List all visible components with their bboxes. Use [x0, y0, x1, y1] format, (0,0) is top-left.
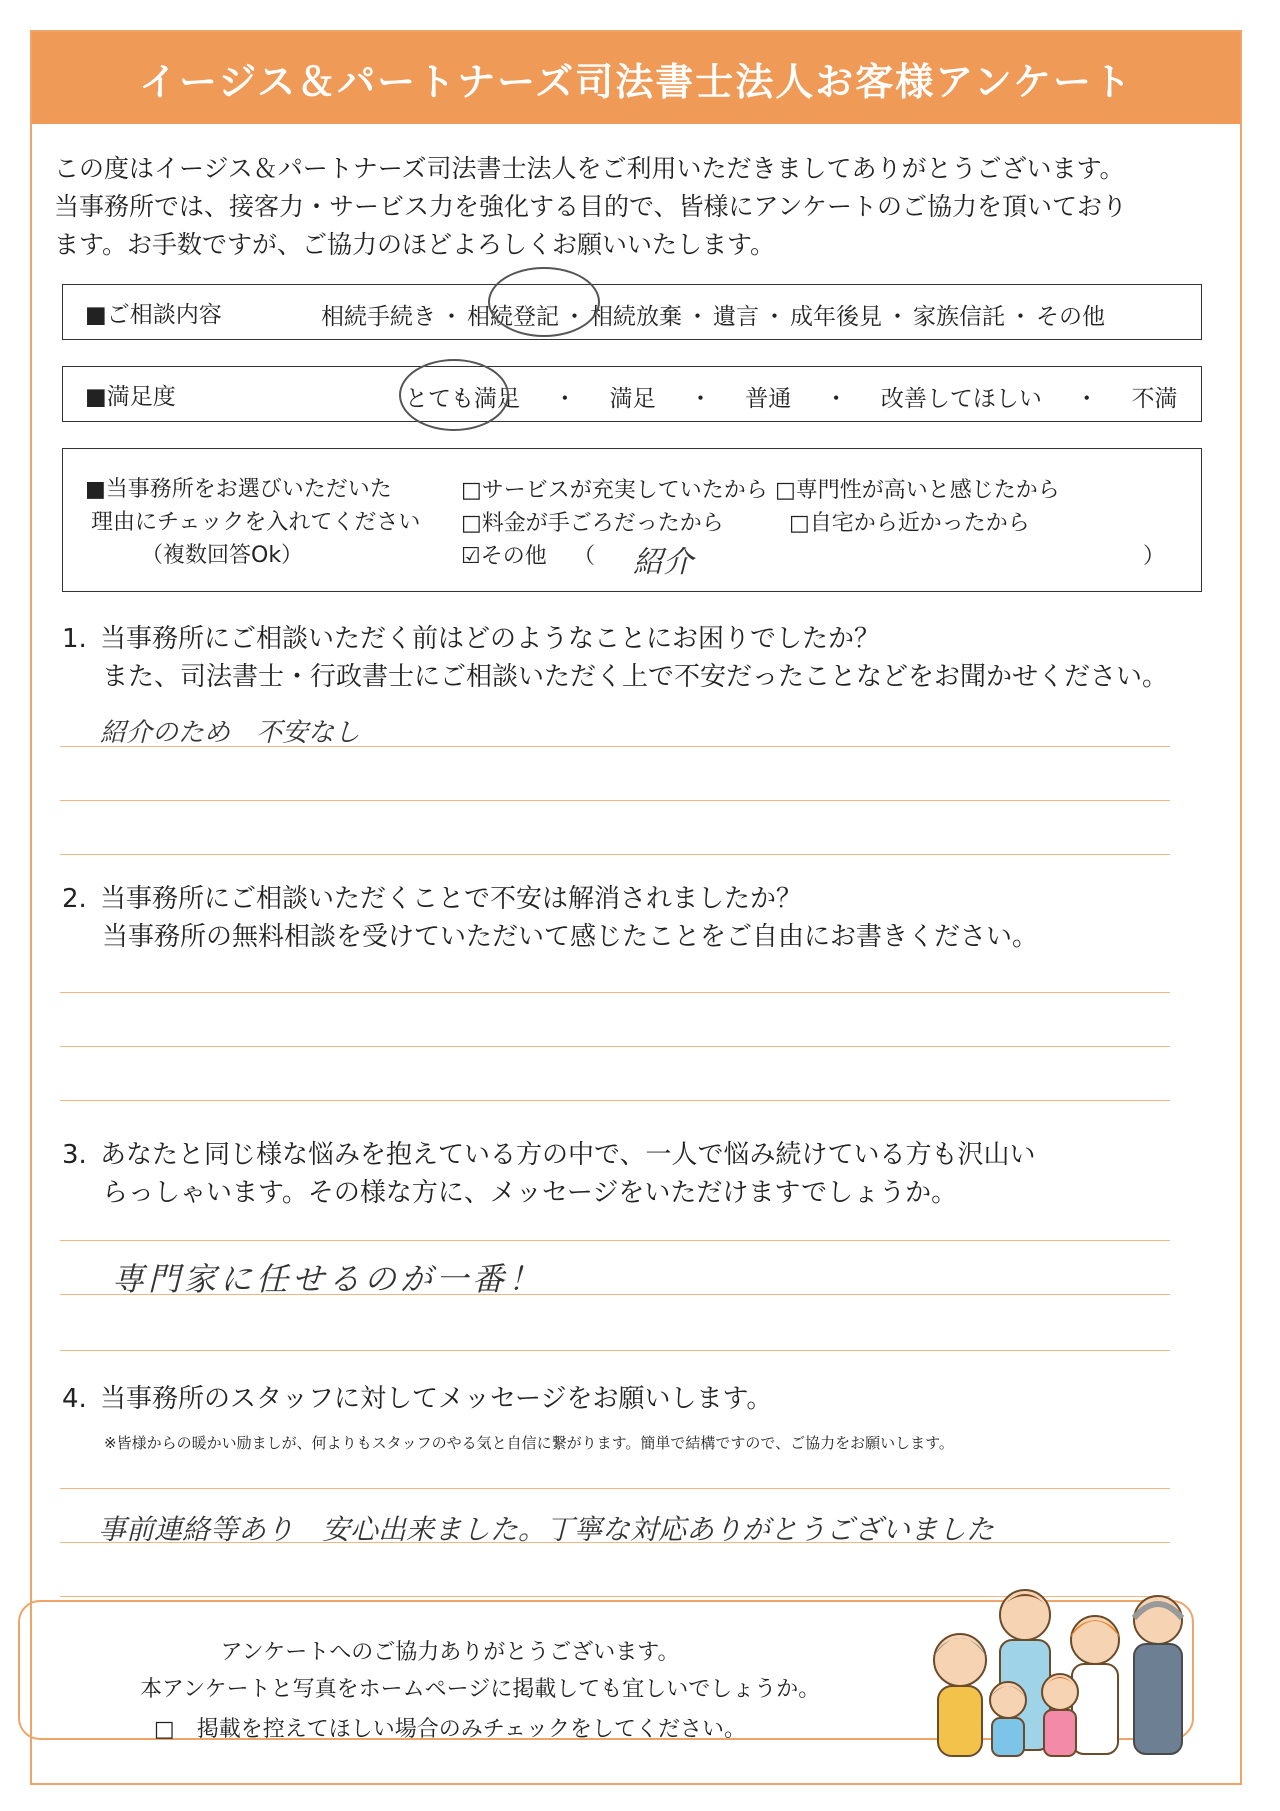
separator: ・ [1009, 304, 1032, 330]
answer-line [60, 1294, 1170, 1295]
question-number: 1. [62, 624, 87, 654]
answer-line [60, 1240, 1170, 1241]
question-text: 当事務所にご相談いただく前はどのようなことにお困りでしたか？ [100, 624, 881, 654]
selection-circle-mark [488, 267, 600, 337]
satisfaction-options [403, 380, 1180, 413]
question-subtext: らっしゃいます。その様な方に、メッセージをいただけますでしょうか。 [102, 1178, 958, 1208]
answer-line [60, 1488, 1170, 1489]
option-dissatisfied[interactable]: 不満 [1131, 386, 1178, 412]
family-illustration [900, 1560, 1200, 1760]
checkbox-near-home[interactable]: □自宅から近かったから [789, 511, 1030, 536]
answer-4-handwriting: 事前連絡等あり 安心出来ました。丁寧な対応ありがとうございました [98, 1513, 995, 1546]
person-figure [1134, 1596, 1182, 1754]
option-normal[interactable]: 普通 [745, 386, 792, 412]
answer-line [60, 746, 1170, 747]
answer-line [60, 1100, 1170, 1101]
answer-line [60, 992, 1170, 993]
separator: ・ [886, 304, 909, 330]
intro-line: 当事務所では、接客力・サービス力を強化する目的で、皆様にアンケートのご協力を頂いており [54, 192, 1128, 221]
person-figure [990, 1682, 1026, 1756]
question-text: 当事務所にご相談いただくことで不安は解消されましたか？ [100, 884, 803, 914]
separator: ・ [824, 386, 848, 412]
consult-box [62, 284, 1202, 340]
option-will[interactable]: 遺言 [713, 304, 759, 330]
separator: ・ [686, 304, 709, 330]
question-subtext: また、司法書士・行政書士にご相談いただく上で不安だったことなどをお聞かせください。 [102, 662, 1169, 692]
answer-line [60, 854, 1170, 855]
option-renunciation[interactable]: 相続放棄 [590, 304, 682, 330]
checkbox-service[interactable]: □サービスが充実していたから [461, 478, 768, 503]
separator: ・ [563, 304, 586, 330]
intro-line: ます。お手数ですが、ご協力のほどよろしくお願いいたします。 [54, 230, 776, 259]
option-inheritance-procedure[interactable]: 相続手続き [321, 304, 436, 330]
separator: ・ [553, 386, 577, 412]
closing-question: 本アンケートと写真をホームページに掲載しても宜しいでしょうか。 [140, 1677, 821, 1702]
satisfaction-label: ■満足度 [85, 383, 176, 410]
checkbox-price[interactable]: □料金が手ごろだったから [461, 511, 724, 536]
closing-thanks: アンケートへのご協力ありがとうございます。 [220, 1640, 680, 1665]
reason-label-line: ■当事務所をお選びいただいた [85, 477, 392, 502]
question-4 [62, 1380, 1202, 1418]
option-satisfied[interactable]: 満足 [609, 386, 656, 412]
question-number: 2. [62, 884, 87, 914]
intro-text [54, 150, 1224, 264]
page-title: イージス＆パートナーズ司法書士法人お客様アンケート [139, 59, 1133, 104]
reason-label [85, 473, 420, 572]
question-4-note: ※皆様からの暖かい励ましが、何よりもスタッフのやる気と自信に繋がります。簡単で結構ですので、ご協力をお願いします。 [104, 1434, 954, 1452]
answer-3-handwriting: 専門家に任せるのが一番！ [112, 1260, 545, 1298]
question-2 [62, 880, 1202, 956]
separator: ・ [440, 304, 463, 330]
question-3 [62, 1136, 1202, 1212]
separator: ・ [1075, 386, 1099, 412]
answer-line [60, 800, 1170, 801]
question-text: あなたと同じ様な悩みを抱えている方の中で、一人で悩み続けている方も沢山い [100, 1140, 1036, 1170]
separator: ・ [763, 304, 786, 330]
separator: ・ [688, 386, 712, 412]
title-bar [32, 32, 1240, 124]
option-inheritance-registration[interactable]: 相続登記 [467, 304, 559, 330]
consult-label: ■ご相談内容 [85, 301, 222, 328]
answer-line [60, 1542, 1170, 1543]
question-number: 3. [62, 1140, 87, 1170]
other-open-paren: （ [573, 544, 596, 569]
person-figure [1042, 1674, 1078, 1756]
question-text: 当事務所のスタッフに対してメッセージをお願いします。 [100, 1384, 773, 1414]
option-very-satisfied[interactable]: とても満足 [405, 386, 520, 412]
answer-line [60, 1350, 1170, 1351]
other-handwritten-value: 紹介 [633, 545, 693, 580]
reason-box [62, 448, 1202, 592]
reason-label-line: （複数回答Ok） [141, 543, 304, 568]
satisfaction-box [62, 366, 1202, 422]
selection-circle-mark [399, 359, 509, 431]
answer-1-handwriting: 紹介のため 不安なし [100, 718, 361, 748]
checkbox-expertise[interactable]: □専門性が高いと感じたから [775, 478, 1060, 503]
question-1 [62, 620, 1202, 696]
option-improve[interactable]: 改善してほしい [880, 386, 1042, 412]
person-figure [934, 1634, 986, 1756]
reason-label-line: 理由にチェックを入れてください [91, 510, 421, 535]
intro-line: この度はイージス＆パートナーズ司法書士法人をご利用いただきましてありがとうございます。 [54, 154, 1125, 183]
option-guardianship[interactable]: 成年後見 [790, 304, 882, 330]
answer-line [60, 1046, 1170, 1047]
question-subtext: 当事務所の無料相談を受けていただいて感じたことをご自由にお書きください。 [102, 922, 1039, 952]
option-family-trust[interactable]: 家族信託 [913, 304, 1005, 330]
checkbox-other[interactable]: ☑その他 [461, 544, 547, 569]
consult-options [319, 298, 1107, 331]
option-other[interactable]: その他 [1036, 304, 1105, 330]
publish-opt-out-checkbox[interactable]: □ 掲載を控えてほしい場合のみチェックをしてください。 [153, 1717, 747, 1742]
other-close-paren: ） [1143, 544, 1166, 569]
question-number: 4. [62, 1384, 87, 1414]
